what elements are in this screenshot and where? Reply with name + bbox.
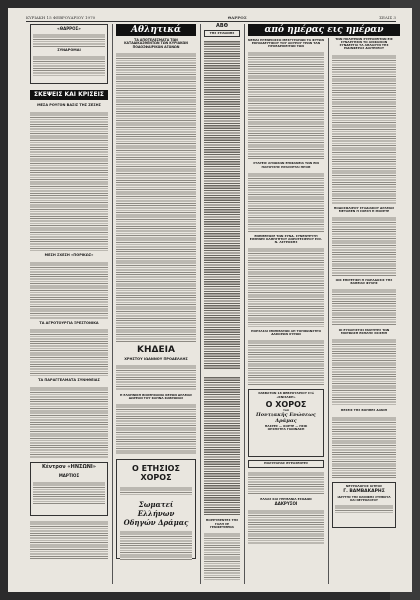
article-headline: ΣΤΑΡΕΙΣ ΑΓΝΩΣΩΝ ΕΠΙΦΑΝΕΙΑ ΤΩΝ ΕΙΝ ΠΑΡΟΥΣΗΣ ΠΡΑΣΣΕΤΑΙ ΠΡΟΘ [253,161,319,169]
column-subtitle: ΤΗΣ ΣΤΙΛΑΝΗΣ [204,30,240,37]
article-body [332,216,396,276]
column-rule [200,24,201,584]
article-body [30,520,108,560]
dance-details [120,530,192,560]
article-headline: ΜΕΣΑ ΡΟΥΓΟΝ ΒΑΣΙΣ ΤΗΣ ΖΕΣΗΣ [37,103,101,108]
header-page-number: ΣΕΛΙΣ 3 [379,14,396,20]
ad-title: Ο ΧΟΡΟΣ [265,399,307,409]
article-headline: ΤΑ ΑΠΟΤΕΛΕΣΜΑΤΑ ΤΩΝ ΚΑΤΑΔΙΚΑΣΘΕΝΤΩΝ ΤΩΝ ΚΥΡΙΑΚΩΝ ΠΟΔΟΣΦΑΙΡΙΚΩΝ ΑΓΩΝΩΝ [124,38,188,49]
article-headline: ΟΙΚ ΕΠΙΡΕΤΙΚΗ Η ΠΑΡΑΔΟΣΙΣ ΤΗΣ ΒΑΘΕΙΑΣ ΦΥΛΗΣ [335,277,393,285]
dance-advertisement [116,459,196,559]
dance-organizer-2: Οδηγών Δράμας [123,518,189,528]
sports-title: Αθλητικά [131,25,181,35]
column-rule [328,38,329,584]
column-2 [116,24,196,559]
advertisement-box [30,462,108,516]
notice-headline: Η ΕΛΛΗΝΙΚΗ ΒΙΟΜΗΧΑΝΙΑ ΚΕΡΩΝ ΔΡΑΜΑΣ ΔΩΡΕΑΝ ΤΟΥ ΚΑΠΝΑ ΚΑΒΡΩΝΑΣ [119,393,193,401]
article-subheadline: ΔΑΚΡΥΣΟΙ [274,500,298,506]
article-body [30,111,108,251]
column-rule [244,24,245,584]
ad-text [335,504,393,514]
subscription-rates [33,55,105,77]
daily-banner-title: από ημέρας εις ημέραν [264,25,384,35]
funeral-text [116,364,196,390]
subscription-subtitle: ΣΥΝΔΡΟΜΑΙ [57,48,81,53]
ad-subtitle: ΜΑΡΤΙΟΣ [58,473,80,479]
column-rule [112,24,113,584]
article-headline: ΠΟΔΟΣΦΑΙΡΟΥ ΣΤΑΔΙΑΚΟΥ ΔΡΑΜΑΣ ΜΕΤΑΘΕΝ Η ΣΧΕΣΗ Η ΜΟΣΕΤΕ [333,205,395,213]
ad-date: ΣΑΒΒΑΤΟΝ 18 ΦΕΒΡΟΥΑΡΙΟΥ Στό «ΚΝΙΣΑΚΗ» [258,391,314,399]
ad-line: τοῦ [282,408,289,413]
funeral-heading: ΚΗΔΕΙΑ [137,345,175,356]
column-3 [204,24,240,580]
header-date: ΚΥΡΙΑΚΗ 15 ΦΕΒΡΟΥΑΡΙΟΥ 1970 [26,14,96,20]
dance-advertisement [248,389,324,457]
notice-body [116,403,196,455]
column-1 [30,24,108,560]
article-body [332,338,396,406]
article-body [332,288,396,326]
column-text [204,532,240,580]
ad-description: ΙΔΡΥΤΗΣ ΤΗΣ ΚΛΙΝΙΚΗΣ ΣΥΜΒΟΥΛ ΚΑΙ ΝΕΥΡΟΛΟΓΟΥ [337,495,391,503]
article-body [30,386,108,458]
article-body [332,54,396,204]
ad-line: ΗΑΣΡΕΣ — ΧΟΡΤΕ — ΗΣΙΚ [264,424,308,429]
column-5 [332,38,396,528]
funeral-name: ΧΡΗΣΤΟΥ ΙΩΑΝΝΟΥ ΠΡΟΔΕΛΛΗΣ [124,356,188,361]
ad-text [33,481,105,505]
column-text [204,376,240,516]
article-headline: ΕΛΛΑΣ ΚΑΙ ΓΕΡΜΑΝΙΑ ΕΣΟΔΩΝ [260,496,312,501]
ad-organizer: Ποντιακῆς Ενώσεως Δράμας [256,412,316,425]
doctor-advertisement [332,482,396,528]
article-headline: ΤΑ ΑΓΡΟΤΟΥΡΓΙΑ ΞΡΕΣΤΟΝΙΚΑ [39,320,99,325]
article-headline: ΘΕΣΕΙΣ ΤΗΣ ΒΟΗΘΕΣ ΔΑΝΙΗ [340,408,388,413]
article-headline: ΝΕΜΑΙ ΗΓΕΝΕΙΟΣΣΟ ΜΕΣΓΥΡΑΠΩΝ ΤΑ ΦΥΤΩΝ ΕΚΠΑΙΔΕΥΤΙΚΟΥ ΤΟΥ ΑΟΥΡΟΥ ΤΡΩΝ ΤΑΝ ΠΡΟΕΔΡΙΚΕΙΤΩΝ ΤΩΝ [248,38,324,49]
article-body [248,471,324,495]
article-headline: ΟΙ ΕΥΧΑΡΙΣΤΙΣΙ ΜΑΡΗΤΕΣ ΤΩΝ ΜΟΡΦΩΣΗ ΕΚΠΛΗΣ ΣΧΙΣΜΗ [338,328,390,336]
article-headline: ΤΑ ΠΑΡΑΓΓΕΛΜΑΤΑ ΣΥΝΗΘΕΙΑΣ [38,378,100,383]
section-banner: ΣΚΕΨΕΙΣ ΚΑΙ ΚΡΙΣΕΙΣ [30,90,108,100]
sports-banner [116,24,196,36]
dance-title: Ο ΕΤΗΣΙΟΣ ΧΟΡΟΣ [132,464,180,482]
ad-heading: ΝΕΥΡΟΛΟΓΟΣ ΙΑΤΡΟΣ [345,483,383,488]
article-body [332,416,396,478]
article-body [248,172,324,232]
article-headline: ΠΟΡΣΑΣΑΙ ΜΝΗΜΑΡΩΝ ΑΠ ΤΟΠΙΚΩΝΣΤΡΟ ΔΑΚΟΡΩΝ ΧΥΡΩΝ [250,329,322,337]
page-header [26,13,396,21]
article-body [248,247,324,327]
article-headline: ΕΝΗΜΕΡΩΣΕ ΤΩΝ ΣΥΝΔ. ΣΥΝΕΝΤΕΥΞΗ ΕΙΜΗΝΕΣ ΚΑΘΗΓΗΤΟΥ ΑΝΡΟΤΕΣΙΕΡΟΥ ΕΣΣ. Ν. ΑΣΤΡΟΚΗΣ [249,233,323,244]
header-masthead: ΘΑΡΡΟΣ [227,14,247,20]
header-rule [26,21,396,22]
newspaper-page [8,8,412,592]
column-note: ΠΟΡΕΥΘΕΝΤΕΣ ΤΗΣ ΓΑΛΗ ΣΕ ΓΕΝΙΚΕΥΜΕΝΑ [205,518,239,529]
article-body [248,509,324,545]
article-body [116,52,196,342]
subscription-box [30,24,108,84]
subscription-title: «ΘΑΡΡΟΣ» [57,26,81,31]
article-body [248,339,324,385]
article-body [30,328,108,376]
mini-headline: ΠΟΛΥΡΑΠΑΣ ΘΥΡΑΣΕΝΤΕΣ [248,460,324,467]
article-body [248,51,324,159]
article-headline: ΜΕΣΗ ΣΧΕΣΗ «ΠΟΡΙΚΩΣ» [44,252,94,257]
article-headline: ΤΩΝ ΠΟΛΙΤΕΙΩΝ ΣΥΡΡΑΣΕΙΤΩΝ ΕΙΣ ΣΥΝΑΡΓΗΣΙΝ ΤΟ ΑΣΙΦΑΣΙΟΝ ΣΥΝΔΕΡΓΙΑ ΤΑ ΑΘΛΑΣΥΝ ΤΗΣ ΕΙΔΙΝΦΕΡΑΣ ΔΙΑΤΕΣΕΟΥ [335,37,393,51]
column-text [204,40,240,370]
dance-organizer-1: Σωματεί Ελλήνων [137,500,175,519]
ad-doctor-name: Γ. ΒΑΜΒΑΚΑΡΗΣ [343,488,385,494]
ad-line: ΟΡΧΗΣΤΡΑ ΓΙΑΝΝΑΚΗ [267,427,305,432]
ad-title: Κέντρον «ΗΝΣΩΝΙ» [42,463,96,470]
subscription-text [33,33,105,47]
dance-info [120,486,192,496]
column-title: ΑΒΘ [216,23,228,29]
article-body [30,261,108,319]
daily-banner [248,24,400,36]
